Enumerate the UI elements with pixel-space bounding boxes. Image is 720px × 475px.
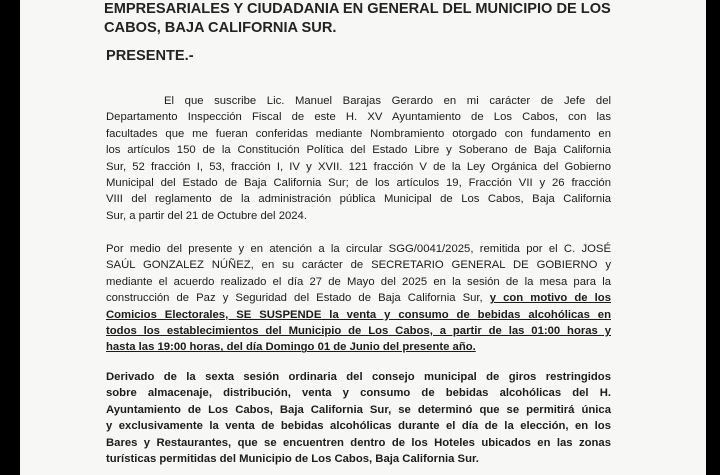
paragraph-line: VIII del reglamento de la administración pública Municipal de Los Cabos, Baja California — [106, 193, 611, 206]
paragraph-line: turísticas permitidas del Municipio de Los Cabos, Baja California Sur. — [106, 453, 479, 466]
suspension-notice-start: y con motivo de los — [489, 292, 611, 305]
line-text: construcción de Paz y Seguridad del Estado de Baja California Sur, — [106, 292, 490, 305]
paragraph-line: Municipal del Estado de Baja California Sur; de los artículos 19, Fracción VII y 26 fracción — [106, 177, 611, 190]
salutation: PRESENTE.- — [106, 48, 194, 64]
line-text: la venta y consumo de bebidas alcohólicas en — [321, 308, 611, 321]
paragraph-line: sobre almacenaje, distribución, venta y consumo de bebidas alcohólicas del H. — [106, 387, 611, 400]
paragraph-line: SAÚL GONZALEZ NÚÑEZ, en su carácter de SECRETARIO GENERAL DE GOBIERNO y — [106, 259, 611, 272]
paragraph-line — [106, 307, 611, 323]
paragraph-exception — [106, 369, 611, 467]
document-page — [20, 0, 706, 475]
paragraph-line: todos los establecimientos del Municipio de Los Cabos, a partir de las 01:00 horas y — [106, 325, 611, 338]
paragraph-line: y exclusivamente la venta de bebidas alcohólicas durante el día de la elección, en los — [106, 420, 611, 433]
heading-line: CABOS, BAJA CALIFORNIA SUR. — [104, 20, 337, 36]
paragraph-line: los artículos 150 de la Constitución Política del Estado Libre y Soberano de Baja California — [106, 144, 611, 157]
paragraph-line: Departamento Inspección Fiscal de este H. XV Ayuntamiento de Los Cabos, con las — [106, 111, 611, 124]
paragraph-line — [106, 290, 611, 306]
paragraph-line: mediante el acuerdo realizado el día 27 de Mayo del 2025 en la sesión de la mesa para la — [106, 275, 611, 288]
paragraph-line: Derivado de la sexta sesión ordinaria del consejo municipal de giros restringidos — [106, 371, 611, 383]
paragraph-line: Ayuntamiento de Los Cabos, Baja California Sur, se determinó que se permitirá única — [106, 403, 611, 416]
line-text: Comicios Electorales, — [106, 308, 237, 321]
document-heading — [104, 0, 644, 38]
paragraph-appointment — [106, 93, 611, 224]
paragraph-line: Sur, 52 fracción I, 53, fracción I, IV y XVII. 121 fracción V de la Ley Orgánica del Gobierno — [106, 160, 611, 173]
paragraph-line: hasta las 19:00 horas, del día Domingo 01 de Junio del presente año. — [106, 341, 476, 354]
paragraph-line: Bares y Restaurantes, que se encuentren dentro de los Hoteles ubicados en las zonas — [106, 436, 611, 449]
paragraph-line: Por medio del presente y en atención a la circular SGG/0041/2025, remitida por el C. JOSÉ — [106, 243, 611, 255]
paragraph-line: facultades que me fueran conferidas mediante Nombramiento otorgado con fundamento en — [106, 127, 611, 140]
paragraph-suspension — [106, 241, 611, 356]
paragraph-line: Sur, a partir del 21 de Octubre del 2024. — [106, 209, 307, 222]
paragraph-line: El que suscribe Lic. Manuel Barajas Gerardo en mi carácter de Jefe del — [164, 95, 611, 107]
heading-line: EMPRESARIALES Y CIUDADANIA EN GENERAL DEL MUNICIPIO DE LOS — [104, 1, 611, 17]
suspension-keyword: SE SUSPENDE — [236, 308, 322, 321]
